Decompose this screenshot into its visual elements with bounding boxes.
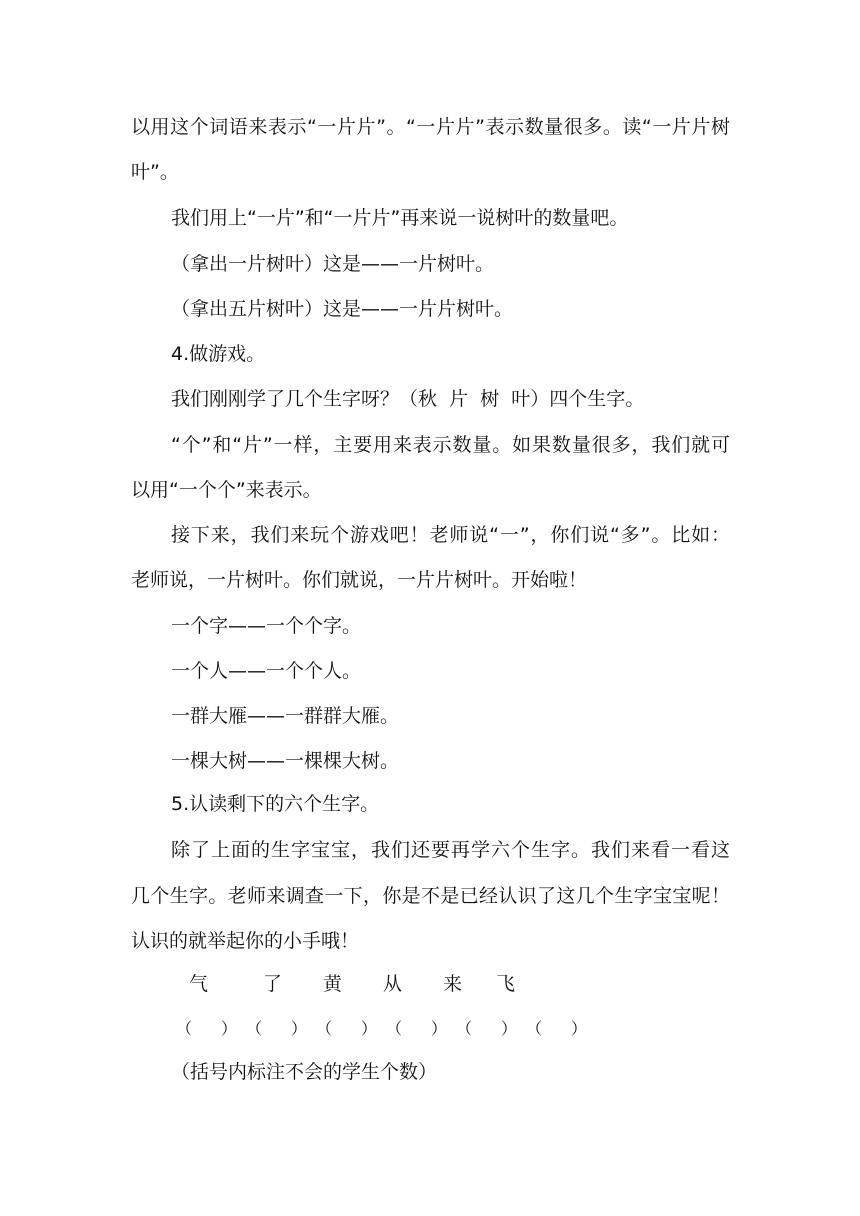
close-paren: ） — [361, 1019, 378, 1038]
example-line: 一群大雁——一群群大雁。 — [171, 705, 400, 727]
section-heading: 4.做游戏。 — [171, 343, 266, 365]
section-heading: 5.认读剩下的六个生字。 — [171, 793, 380, 815]
paragraph-line: （拿出五片树叶）这是——一片片树叶。 — [171, 298, 514, 320]
example-line: 一个字——一个个字。 — [171, 615, 362, 637]
character: 来 — [443, 973, 463, 995]
example-line: 一棵大树——一棵棵大树。 — [171, 750, 400, 772]
open-paren: （ — [456, 1019, 473, 1038]
open-paren: （ — [526, 1019, 543, 1038]
open-paren: （ — [246, 1019, 263, 1038]
paragraph-line: 接下来，我们来玩个游戏吧！老师说“一”，你们说“多”。比如： — [171, 524, 730, 546]
count-parentheses-row — [0, 1017, 860, 1041]
character: 飞 — [496, 973, 516, 995]
paragraph-line: 以用这个词语来表示“一片片”。“一片片”表示数量很多。读“一片片树 — [131, 116, 730, 138]
paragraph-line: 认识的就举起你的小手哦！ — [131, 930, 360, 952]
paragraph-line: 几个生字。老师来调查一下，你是不是已经认识了这几个生字宝宝呢！ — [131, 885, 730, 907]
open-paren: （ — [386, 1019, 403, 1038]
close-paren: ） — [571, 1019, 588, 1038]
character: 气 — [189, 973, 209, 995]
paragraph-line: （拿出一片树叶）这是——一片树叶。 — [171, 253, 495, 275]
character: 黄 — [323, 973, 343, 995]
paragraph-line: 我们刚刚学了几个生字呀？（秋 片 树 叶）四个生字。 — [171, 388, 645, 410]
open-paren: （ — [316, 1019, 333, 1038]
open-paren: （ — [176, 1019, 193, 1038]
character: 了 — [263, 973, 283, 995]
close-paren: ） — [431, 1019, 448, 1038]
paragraph-line: 以用“一个个”来表示。 — [131, 479, 322, 501]
example-line: 一个人——一个个人。 — [171, 660, 362, 682]
character: 从 — [383, 973, 403, 995]
paragraph-line: 我们用上“一片”和“一片片”再来说一说树叶的数量吧。 — [171, 207, 629, 229]
close-paren: ） — [221, 1019, 238, 1038]
footnote-line: （括号内标注不会的学生个数） — [171, 1061, 438, 1083]
close-paren: ） — [291, 1019, 308, 1038]
close-paren: ） — [501, 1019, 518, 1038]
new-characters-row — [0, 972, 860, 996]
paragraph-line: 老师说，一片树叶。你们就说，一片片树叶。开始啦！ — [131, 569, 588, 591]
paragraph-line: “个”和“片”一样，主要用来表示数量。如果数量很多，我们就可 — [171, 434, 730, 456]
paragraph-line: 叶”。 — [131, 161, 179, 183]
paragraph-line: 除了上面的生字宝宝，我们还要再学六个生字。我们来看一看这 — [171, 839, 730, 861]
